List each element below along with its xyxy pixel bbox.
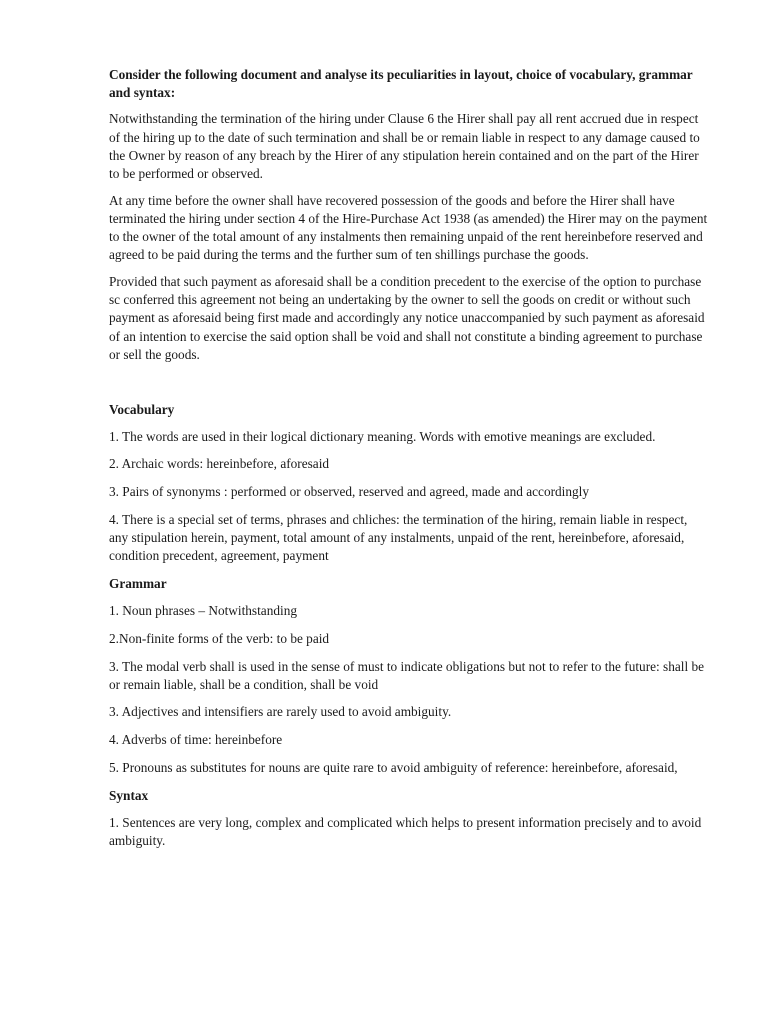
section-title-grammar: Grammar	[109, 575, 167, 591]
list-item: 4. There is a special set of terms, phrases and chliches: the termination of the hiring, remain liable in respect, any stipulation herein, payment, total amount of any instalments, unpaid of the rent, hereinbefore, aforesaid, condition precedent, agreement, payment	[109, 511, 688, 564]
list-item: 3. Adjectives and intensifiers are rarely used to avoid ambiguity.	[109, 704, 452, 720]
document-heading: Consider the following document and analyse its peculiarities in layout, choice of vocabulary, grammar and syntax:	[109, 67, 693, 101]
list-item: 1. Sentences are very long, complex and complicated which helps to present information precisely and to avoid ambiguity.	[109, 814, 702, 848]
section-title-syntax: Syntax	[109, 787, 149, 803]
clause-paragraph-1: Notwithstanding the termination of the hiring under Clause 6 the Hirer shall pay all rent accrued due in respect of the hiring up to the date of such termination and shall be or remain liable in respect to any damage caused to the Owner by reason of any breach by the Hirer of any stipulation herein contained and on the part of the Hirer to be performed or observed.	[109, 111, 700, 182]
section-syntax	[109, 787, 709, 851]
section-title-vocabulary: Vocabulary	[109, 401, 175, 417]
list-item: 2.Non-finite forms of the verb: to be paid	[109, 630, 330, 646]
clause-paragraph-2: At any time before the owner shall have recovered possession of the goods and before the Hirer shall have terminated the hiring under section 4 of the Hire-Purchase Act 1938 (as amended) the Hirer may on the payment to the owner of the total amount of any instalments then remaining unpaid of the rent hereinbefore reserved and agreed to be paid during the terms and the further sum of ten shillings purchase the goods.	[109, 192, 708, 263]
clause-paragraph-3: Provided that such payment as aforesaid shall be a condition precedent to the exercise of the option to purchase sc conferred this agreement not being an undertaking by the owner to sell the goods on credit or without such payment as aforesaid being first made and accordingly any notice unaccompanied by such payment as aforesaid of an intention to exercise the said option shall be void and shall not constitute a binding agreement to purchase or sell the goods.	[109, 274, 705, 362]
document-page	[109, 66, 709, 860]
section-grammar	[109, 575, 709, 777]
list-item: 3. Pairs of synonyms : performed or observed, reserved and agreed, made and accordingly	[109, 484, 590, 500]
section-spacer	[109, 373, 709, 401]
list-item: 1. Noun phrases – Notwithstanding	[109, 603, 297, 619]
list-item: 4. Adverbs of time: hereinbefore	[109, 732, 283, 748]
list-item: 5. Pronouns as substitutes for nouns are quite rare to avoid ambiguity of reference: hereinbefore, aforesaid,	[109, 759, 678, 775]
list-item: 3. The modal verb shall is used in the sense of must to indicate obligations but not to refer to the future: shall be or remain liable, shall be a condition, shall be void	[109, 658, 705, 692]
list-item: 2. Archaic words: hereinbefore, aforesaid	[109, 456, 330, 472]
section-vocabulary	[109, 401, 709, 566]
list-item: 1. The words are used in their logical dictionary meaning. Words with emotive meanings are excluded.	[109, 428, 656, 444]
